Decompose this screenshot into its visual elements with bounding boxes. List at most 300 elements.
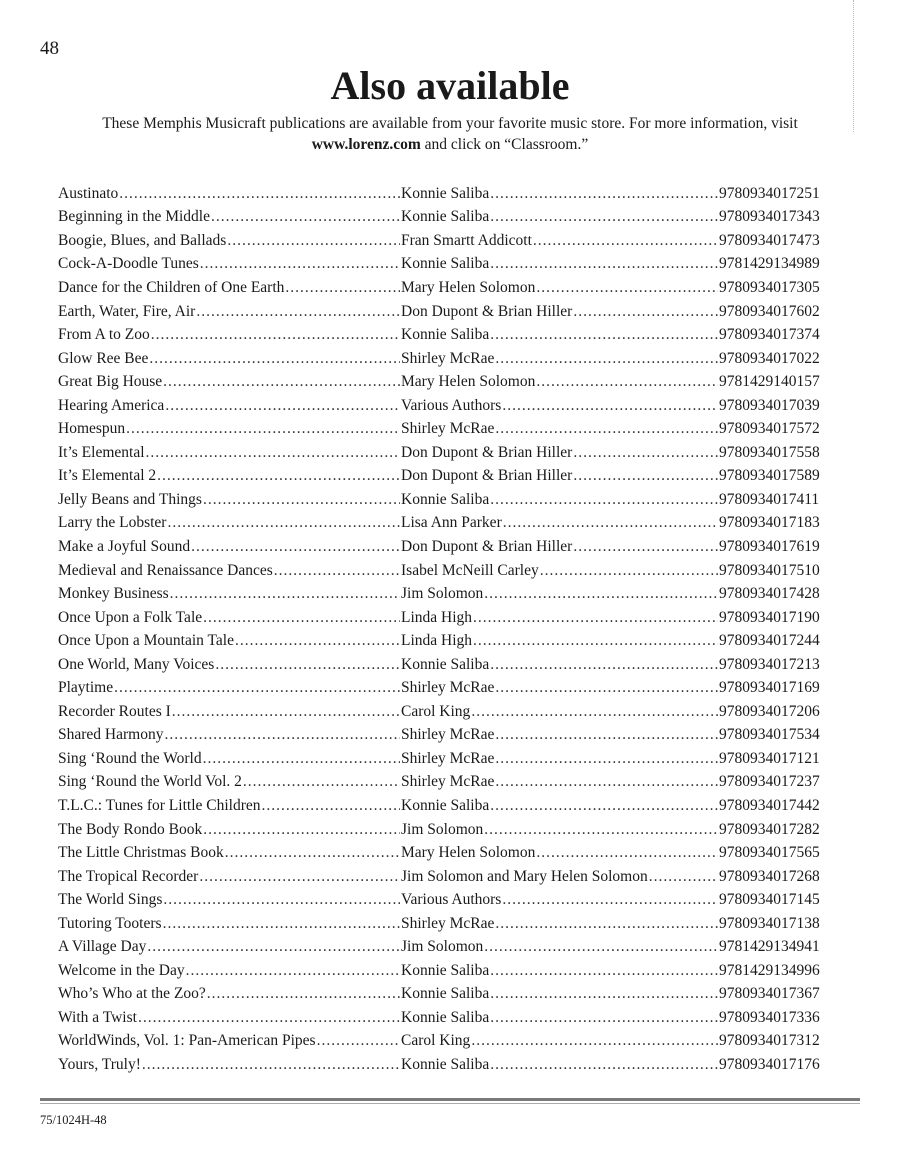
book-title: It’s Elemental <box>58 443 145 461</box>
dot-leader <box>490 185 718 203</box>
book-title: Great Big House <box>58 373 163 391</box>
dot-leader <box>573 467 718 485</box>
dot-leader <box>163 915 400 933</box>
book-author: Jim Solomon <box>401 820 484 838</box>
intro-text-start: These Memphis Musicraft publications are available from your favorite music store. For more information, visit <box>102 115 798 132</box>
book-title: Larry the Lobster <box>58 514 167 532</box>
dot-leader <box>149 350 400 368</box>
book-title: Glow Ree Bee <box>58 349 149 367</box>
dot-leader <box>540 562 718 580</box>
book-title-cell <box>58 821 401 839</box>
catalog-row <box>58 888 837 912</box>
book-title-cell <box>58 255 401 273</box>
book-title-cell <box>58 797 401 815</box>
book-title-cell <box>58 491 401 509</box>
book-isbn: 9780934017244 <box>719 632 820 650</box>
book-isbn: 9780934017206 <box>719 702 820 720</box>
catalog-row <box>58 323 837 347</box>
book-title: Homespun <box>58 420 126 438</box>
book-isbn-cell <box>719 420 837 438</box>
book-isbn: 9780934017145 <box>719 891 820 909</box>
book-title: Jelly Beans and Things <box>58 490 202 508</box>
book-title-cell <box>58 868 401 886</box>
dot-leader <box>191 538 400 556</box>
book-isbn-cell <box>719 1056 837 1074</box>
book-title: Dance for the Children of One Earth <box>58 278 285 296</box>
book-title-cell <box>58 703 401 721</box>
catalog-row <box>58 912 837 936</box>
book-title: Yours, Truly! <box>58 1056 141 1073</box>
dot-leader <box>196 303 400 321</box>
book-author: Shirley McRae <box>401 726 495 744</box>
book-author: Konnie Saliba <box>401 655 490 673</box>
dot-leader <box>490 985 718 1003</box>
book-title: It’s Elemental 2 <box>58 467 157 485</box>
dot-leader <box>203 491 400 509</box>
book-title-cell <box>58 562 401 580</box>
book-author: Konnie Saliba <box>401 490 490 508</box>
book-isbn-cell <box>719 467 837 485</box>
book-author: Various Authors <box>401 396 502 414</box>
book-author: Carol King <box>401 1032 471 1050</box>
book-isbn: 9780934017312 <box>719 1032 820 1050</box>
book-isbn-cell <box>719 585 837 603</box>
catalog-row <box>58 182 837 206</box>
catalog-row <box>58 206 837 230</box>
book-isbn-cell <box>719 679 837 697</box>
dot-leader <box>536 844 718 862</box>
book-isbn: 9780934017022 <box>719 349 820 367</box>
book-title: The Tropical Recorder <box>58 867 199 885</box>
book-title-cell <box>58 444 401 462</box>
book-author-cell <box>401 255 719 273</box>
book-isbn-cell <box>719 891 837 909</box>
book-author: Mary Helen Solomon <box>401 844 536 862</box>
book-title: Recorder Routes I <box>58 702 171 720</box>
dot-leader <box>503 514 718 532</box>
catalog-row <box>58 936 837 960</box>
book-author: Lisa Ann Parker <box>401 514 502 532</box>
book-author-cell <box>401 938 719 956</box>
page-title: Also available <box>330 63 570 108</box>
book-author-cell <box>401 350 719 368</box>
book-isbn: 9780934017336 <box>719 1008 820 1026</box>
footer-rule-thin <box>40 1103 860 1104</box>
book-author: Linda High <box>401 632 473 650</box>
book-title: The Little Christmas Book <box>58 844 224 862</box>
dot-leader <box>225 844 400 862</box>
book-author-cell <box>401 844 719 862</box>
dot-leader <box>471 703 718 721</box>
catalog-row <box>58 653 837 677</box>
page-number: 48 <box>40 38 59 59</box>
book-title-cell <box>58 656 401 674</box>
book-title: Cock-A-Doodle Tunes <box>58 255 199 273</box>
book-isbn-cell <box>719 915 837 933</box>
book-author: Shirley McRae <box>401 349 495 367</box>
intro-text-end: and click on “Classroom.” <box>420 136 589 153</box>
dot-leader <box>490 797 718 815</box>
book-author-cell <box>401 397 719 415</box>
book-isbn-cell <box>719 962 837 980</box>
book-isbn-cell <box>719 279 837 297</box>
book-isbn: 9780934017169 <box>719 679 820 697</box>
dot-leader <box>119 185 400 203</box>
dot-leader <box>536 373 718 391</box>
book-isbn: 9780934017176 <box>719 1056 820 1073</box>
book-title-cell <box>58 773 401 791</box>
dot-leader <box>484 938 718 956</box>
book-isbn-cell <box>719 397 837 415</box>
book-title-cell <box>58 844 401 862</box>
dot-leader <box>235 632 400 650</box>
dot-leader <box>163 373 400 391</box>
dot-leader <box>203 750 400 768</box>
book-author: Konnie Saliba <box>401 796 490 814</box>
dot-leader <box>471 1032 718 1050</box>
book-title: Austinato <box>58 184 119 202</box>
book-author-cell <box>401 750 719 768</box>
book-isbn-cell <box>719 773 837 791</box>
dot-leader <box>138 1009 400 1027</box>
dot-leader <box>172 703 400 721</box>
book-author-cell <box>401 609 719 627</box>
book-isbn: 9780934017534 <box>719 726 820 744</box>
book-isbn: 9781429134941 <box>719 938 820 956</box>
dot-leader <box>495 350 718 368</box>
book-title: Beginning in the Middle <box>58 208 210 226</box>
catalog-row <box>58 700 837 724</box>
dot-leader <box>495 726 718 744</box>
book-isbn-cell <box>719 373 837 391</box>
book-isbn: 9780934017473 <box>719 231 820 249</box>
book-title-cell <box>58 373 401 391</box>
book-author: Konnie Saliba <box>401 208 490 226</box>
book-title: Make a Joyful Sound <box>58 537 191 555</box>
book-title: Shared Harmony <box>58 726 164 744</box>
website-link[interactable]: www.lorenz.com <box>311 136 421 153</box>
book-author-cell <box>401 1056 719 1074</box>
catalog-row <box>58 841 837 865</box>
book-author: Jim Solomon <box>401 938 484 956</box>
book-title-cell <box>58 985 401 1003</box>
book-isbn: 9780934017190 <box>719 608 820 626</box>
book-title: Sing ‘Round the World <box>58 749 202 767</box>
dot-leader <box>495 679 718 697</box>
book-author-cell <box>401 467 719 485</box>
book-title: WorldWinds, Vol. 1: Pan-American Pipes <box>58 1032 316 1050</box>
dot-leader <box>203 821 400 839</box>
book-title: One World, Many Voices <box>58 655 215 673</box>
book-author: Konnie Saliba <box>401 255 490 273</box>
book-isbn: 9780934017251 <box>719 184 820 202</box>
book-title-cell <box>58 679 401 697</box>
book-isbn-cell <box>719 538 837 556</box>
catalog-row <box>58 582 837 606</box>
dot-leader <box>533 232 718 250</box>
book-title-cell <box>58 232 401 250</box>
catalog-row <box>58 559 837 583</box>
book-isbn-cell <box>719 726 837 744</box>
book-isbn-cell <box>719 208 837 226</box>
book-title: Hearing America <box>58 396 165 414</box>
book-author: Carol King <box>401 702 471 720</box>
dot-leader <box>262 797 401 815</box>
book-author: Jim Solomon <box>401 585 484 603</box>
catalog-row <box>58 253 837 277</box>
book-author-cell <box>401 868 719 886</box>
book-isbn-cell <box>719 514 837 532</box>
dot-leader <box>317 1032 400 1050</box>
catalog-row <box>58 1030 837 1054</box>
dot-leader <box>211 208 400 226</box>
book-author-cell <box>401 185 719 203</box>
dot-leader <box>484 821 718 839</box>
book-isbn-cell <box>719 350 837 368</box>
book-title: With a Twist <box>58 1008 137 1026</box>
dot-leader <box>203 609 400 627</box>
book-title: The World Sings <box>58 891 163 909</box>
book-isbn: 9780934017121 <box>719 749 820 767</box>
dot-leader <box>114 679 400 697</box>
book-author: Don Dupont & Brian Hiller <box>401 443 573 461</box>
book-isbn: 9780934017602 <box>719 302 820 320</box>
dot-leader <box>536 279 718 297</box>
book-isbn: 9780934017282 <box>719 820 820 838</box>
book-isbn-cell <box>719 303 837 321</box>
dot-leader <box>495 420 718 438</box>
dot-leader <box>490 326 718 344</box>
dot-leader <box>126 420 400 438</box>
book-isbn: 9780934017213 <box>719 655 820 673</box>
footer-code: 75/1024H-48 <box>40 1113 107 1127</box>
book-title: Earth, Water, Fire, Air <box>58 302 196 320</box>
book-title-cell <box>58 726 401 744</box>
book-title: T.L.C.: Tunes for Little Children <box>58 796 261 814</box>
dot-leader <box>649 868 718 886</box>
book-isbn-cell <box>719 609 837 627</box>
book-isbn: 9780934017374 <box>719 326 820 344</box>
book-title-cell <box>58 962 401 980</box>
book-isbn: 9780934017619 <box>719 537 820 555</box>
book-author-cell <box>401 773 719 791</box>
catalog-row <box>58 276 837 300</box>
dot-leader <box>151 326 400 344</box>
dot-leader <box>502 397 718 415</box>
book-isbn: 9781429134989 <box>719 255 820 273</box>
book-isbn-cell <box>719 703 837 721</box>
book-title: The Body Rondo Book <box>58 820 203 838</box>
book-author-cell <box>401 420 719 438</box>
book-author: Isabel McNeill Carley <box>401 561 539 579</box>
footer-rule <box>40 1098 860 1101</box>
dot-leader <box>495 915 718 933</box>
dot-leader <box>285 279 400 297</box>
book-author-cell <box>401 703 719 721</box>
book-isbn: 9780934017268 <box>719 867 820 885</box>
dot-leader <box>200 255 400 273</box>
book-author-cell <box>401 985 719 1003</box>
book-author: Konnie Saliba <box>401 961 490 979</box>
book-isbn: 9780934017367 <box>719 985 820 1003</box>
book-author: Shirley McRae <box>401 749 495 767</box>
book-author-cell <box>401 562 719 580</box>
book-isbn: 9780934017343 <box>719 208 820 226</box>
dot-leader <box>490 1056 718 1074</box>
book-title: Welcome in the Day <box>58 961 185 979</box>
book-title-cell <box>58 585 401 603</box>
book-author-cell <box>401 208 719 226</box>
book-author-cell <box>401 1032 719 1050</box>
book-author: Don Dupont & Brian Hiller <box>401 537 573 555</box>
book-author: Fran Smartt Addicott <box>401 231 532 249</box>
book-title: A Village Day <box>58 938 147 956</box>
book-title: Once Upon a Mountain Tale <box>58 632 234 650</box>
catalog-row <box>58 229 837 253</box>
dot-leader <box>490 208 718 226</box>
book-author-cell <box>401 726 719 744</box>
book-author-cell <box>401 279 719 297</box>
book-author-cell <box>401 303 719 321</box>
book-author-cell <box>401 679 719 697</box>
book-isbn-cell <box>719 868 837 886</box>
book-author-cell <box>401 538 719 556</box>
book-isbn: 9780934017572 <box>719 420 820 438</box>
catalog-row <box>58 724 837 748</box>
book-isbn-cell <box>719 632 837 650</box>
book-isbn: 9780934017138 <box>719 914 820 932</box>
catalog-row <box>58 959 837 983</box>
catalog-row <box>58 747 837 771</box>
book-isbn-cell <box>719 821 837 839</box>
book-author-cell <box>401 444 719 462</box>
dot-leader <box>490 255 718 273</box>
book-title-cell <box>58 303 401 321</box>
book-author-cell <box>401 232 719 250</box>
dot-leader <box>142 1056 400 1074</box>
book-author-cell <box>401 1009 719 1027</box>
book-isbn: 9781429140157 <box>719 373 820 391</box>
book-author-cell <box>401 326 719 344</box>
catalog-row <box>58 771 837 795</box>
dot-leader <box>147 938 400 956</box>
book-author-cell <box>401 585 719 603</box>
book-author: Linda High <box>401 608 473 626</box>
book-title: Playtime <box>58 679 114 697</box>
book-title: Sing ‘Round the World Vol. 2 <box>58 773 242 791</box>
book-isbn-cell <box>719 491 837 509</box>
dot-leader <box>163 891 400 909</box>
catalog-row <box>58 606 837 630</box>
catalog-row <box>58 676 837 700</box>
dot-leader <box>146 444 400 462</box>
catalog-row <box>58 394 837 418</box>
dot-leader <box>573 538 718 556</box>
book-title: Medieval and Renaissance Dances <box>58 561 273 579</box>
book-isbn-cell <box>719 844 837 862</box>
dot-leader <box>490 491 718 509</box>
catalog-row <box>58 629 837 653</box>
book-author-cell <box>401 797 719 815</box>
book-author: Mary Helen Solomon <box>401 278 536 296</box>
book-author-cell <box>401 514 719 532</box>
book-author: Jim Solomon and Mary Helen Solomon <box>401 867 648 885</box>
book-author: Various Authors <box>401 891 502 909</box>
book-isbn-cell <box>719 797 837 815</box>
book-author: Shirley McRae <box>401 420 495 438</box>
book-title-cell <box>58 750 401 768</box>
dot-leader <box>170 585 400 603</box>
book-isbn: 9780934017565 <box>719 844 820 862</box>
catalog-row <box>58 441 837 465</box>
dot-leader <box>490 962 718 980</box>
book-isbn: 9780934017510 <box>719 561 820 579</box>
book-author-cell <box>401 891 719 909</box>
book-isbn: 9780934017305 <box>719 278 820 296</box>
book-isbn-cell <box>719 750 837 768</box>
book-isbn: 9781429134996 <box>719 961 820 979</box>
dot-leader <box>274 562 400 580</box>
book-title-cell <box>58 1056 401 1074</box>
catalog-list <box>58 182 837 1077</box>
catalog-row <box>58 818 837 842</box>
book-isbn-cell <box>719 562 837 580</box>
catalog-row <box>58 300 837 324</box>
book-author-cell <box>401 821 719 839</box>
book-isbn-cell <box>719 444 837 462</box>
dot-leader <box>502 891 718 909</box>
catalog-row <box>58 417 837 441</box>
book-title-cell <box>58 350 401 368</box>
book-author: Shirley McRae <box>401 773 495 791</box>
book-title: Tutoring Tooters <box>58 914 162 932</box>
book-isbn-cell <box>719 938 837 956</box>
book-title: Monkey Business <box>58 585 169 603</box>
catalog-row <box>58 1053 837 1077</box>
book-title-cell <box>58 420 401 438</box>
book-author-cell <box>401 915 719 933</box>
book-isbn: 9780934017237 <box>719 773 820 791</box>
book-author-cell <box>401 962 719 980</box>
book-isbn: 9780934017442 <box>719 796 820 814</box>
book-author: Shirley McRae <box>401 914 495 932</box>
catalog-row <box>58 512 837 536</box>
book-title-cell <box>58 208 401 226</box>
catalog-row <box>58 1006 837 1030</box>
dot-leader <box>495 750 718 768</box>
dot-leader <box>167 514 400 532</box>
book-title-cell <box>58 467 401 485</box>
dot-leader <box>207 985 400 1003</box>
book-author-cell <box>401 632 719 650</box>
book-author-cell <box>401 373 719 391</box>
book-title: Boogie, Blues, and Ballads <box>58 231 227 249</box>
dot-leader <box>215 656 400 674</box>
book-title-cell <box>58 1032 401 1050</box>
dot-leader <box>473 632 718 650</box>
book-author: Konnie Saliba <box>401 184 490 202</box>
book-isbn-cell <box>719 656 837 674</box>
dot-leader <box>243 773 400 791</box>
book-author-cell <box>401 491 719 509</box>
book-author-cell <box>401 656 719 674</box>
book-author: Don Dupont & Brian Hiller <box>401 467 573 485</box>
book-title-cell <box>58 397 401 415</box>
dot-leader <box>490 1009 718 1027</box>
book-title-cell <box>58 891 401 909</box>
book-title-cell <box>58 538 401 556</box>
dot-leader <box>490 656 718 674</box>
